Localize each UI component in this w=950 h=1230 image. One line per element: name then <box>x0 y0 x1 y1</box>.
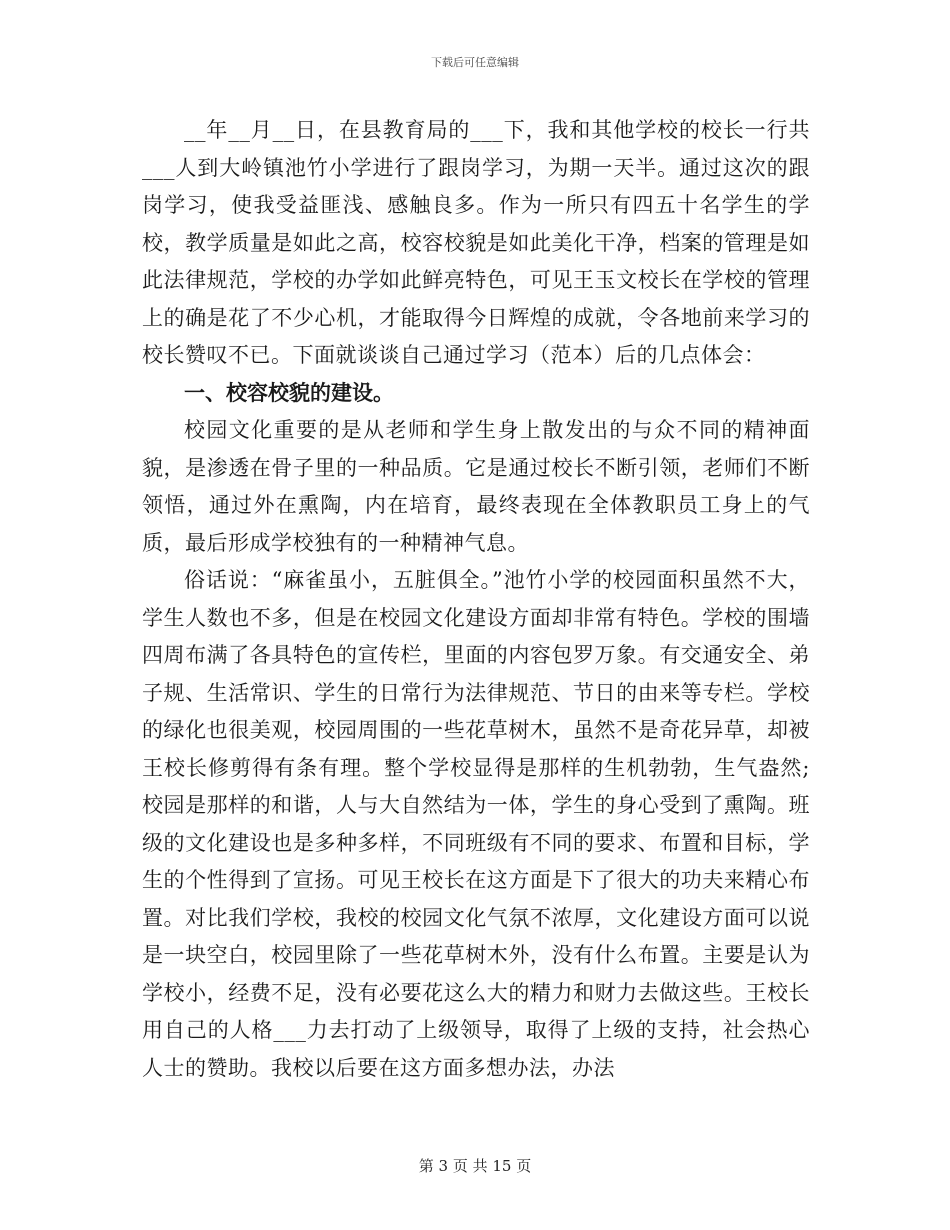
page-number: 第 3 页 共 15 页 <box>418 1157 532 1175</box>
intro-paragraph: __年__月__日，在县教育局的___下，我和其他学校的校长一行共___人到大岭镇池竹小学进行了跟岗学习，为期一天半。通过这次的跟岗学习，使我受益匪浅、感触良多。作为一所只有四五十名学生的学校，教学质量是如此之高，校容校貌是如此美化干净，档案的管理是如此法律规范，学校的办学如此鲜亮特色，可见王玉文校长在学校的管理上的确是花了不少心机，才能取得今日辉煌的成就，令各地前来学习的校长赞叹不已。下面就谈谈自己通过学习（范本）后的几点体会： <box>142 118 810 367</box>
page-header: 下载后可任意编辑 <box>431 56 519 69</box>
proverb-paragraph: 俗话说：“麻雀虽小，五脏俱全。”池竹小学的校园面积虽然不大，学生人数也不多，但是在校园文化建设方面却非常有特色。学校的围墙四周布满了各具特色的宣传栏，里面的内容包罗万象。有交通安全、弟子规、生活常识、学生的日常行为法律规范、节日的由来等专栏。学校的绿化也很美观，校园周围的一些花草树木，虽然不是奇花异草，却被王校长修剪得有条有理。整个学校显得是那样的生机勃勃，生气盎然;校园是那样的和谐，人与大自然结为一体，学生的身心受到了熏陶。班级的文化建设也是多种多样，不同班级有不同的要求、布置和目标，学生的个性得到了宣扬。可见王校长在这方面是下了很大的功夫来精心布置。对比我们学校，我校的校园文化气氛不浓厚，文化建设方面可以说是一块空白，校园里除了一些花草树木外，没有什么布置。主要是认为学校小，经费不足，没有必要花这么大的精力和财力去做这些。王校长用自己的人格___力去打动了上级领导，取得了上级的支持，社会热心人士的赞助。我校以后要在这方面多想办法，办法 <box>142 568 810 1080</box>
culture-paragraph: 校园文化重要的是从老师和学生身上散发出的与众不同的精神面貌，是渗透在骨子里的一种品质。它是通过校长不断引领，老师们不断领悟，通过外在熏陶，内在培育，最终表现在全体教职员工身上的气质，最后形成学校独有的一种精神气息。 <box>142 418 810 555</box>
document-body <box>142 112 810 1087</box>
section-heading: 一、校容校貌的建设。 <box>184 380 394 405</box>
